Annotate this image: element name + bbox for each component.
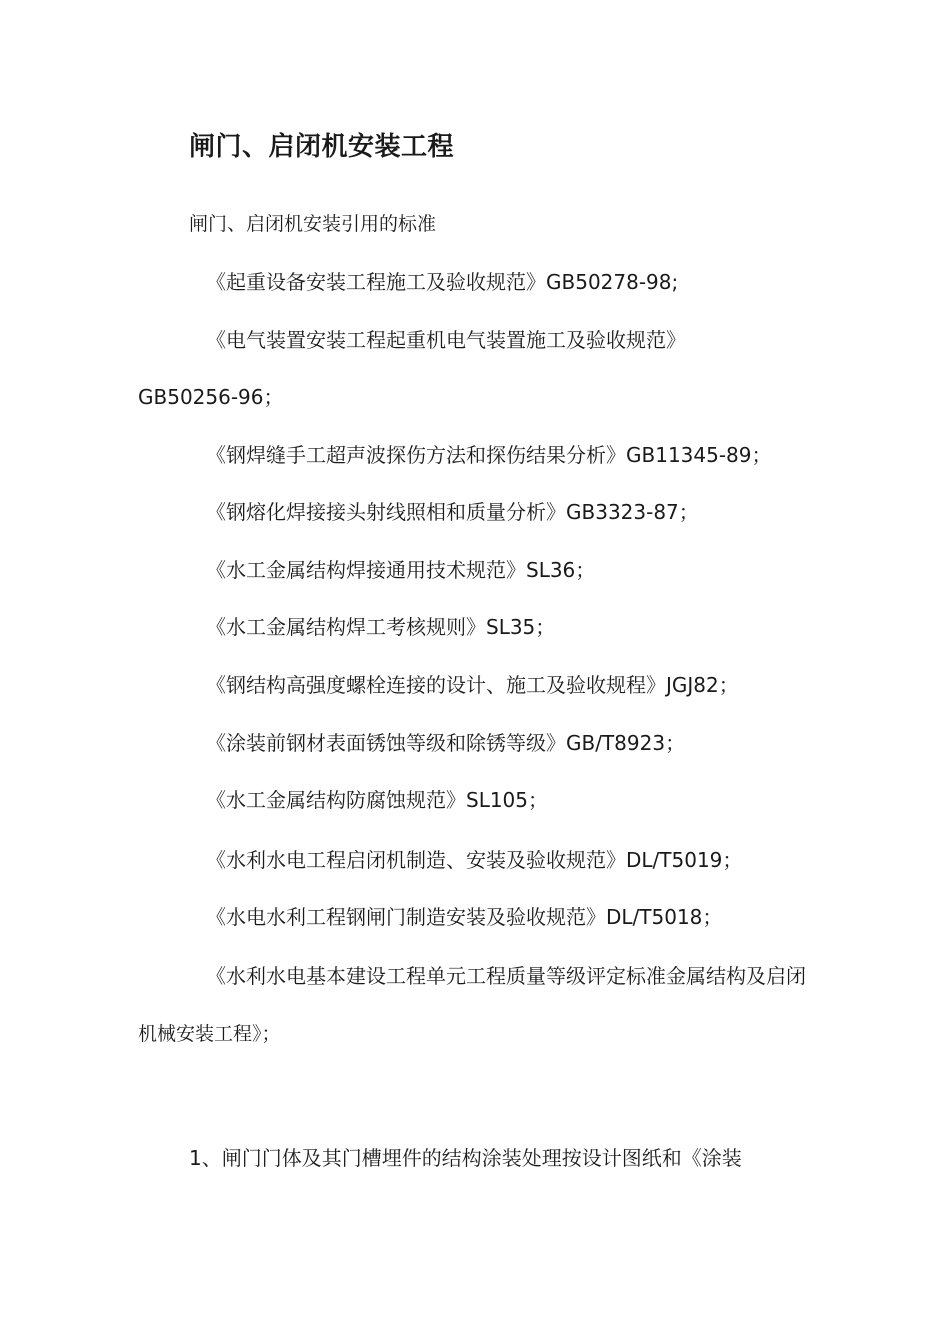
standard-item: 《起重设备安装工程施工及验收规范》GB50278-98; [206,270,679,294]
standard-item: 《水工金属结构焊接通用技术规范》SL36； [206,558,596,582]
standard-item-continuation: 机械安装工程》； [138,1023,281,1045]
standard-item: 《水利水电工程启闭机制造、安装及验收规范》DL/T5019； [206,848,743,872]
standard-item: 《钢熔化焊接接头射线照相和质量分析》GB3323-87； [206,500,699,524]
standard-item: 《水工金属结构防腐蚀规范》SL105； [206,788,549,812]
standard-item: 《涂装前钢材表面锈蚀等级和除锈等级》GB/T8923； [206,731,686,755]
document-title: 闸门、启闭机安装工程 [189,132,455,162]
standard-item: 《钢结构高强度螺栓连接的设计、施工及验收规程》JGJ82； [206,673,739,697]
standard-item: 《水利水电基本建设工程单元工程质量等级评定标准金属结构及启闭 [206,964,806,988]
section-heading: 闸门、启闭机安装引用的标准 [189,213,437,235]
standard-item: 《钢焊缝手工超声波探伤方法和探伤结果分析》GB11345-89； [206,443,772,467]
numbered-paragraph: 1、闸门门体及其门槽埋件的结构涂装处理按设计图纸和《涂装 [189,1146,742,1170]
standard-item: 《水电水利工程钢闸门制造安装及验收规范》DL/T5018； [206,905,723,929]
standard-item: 《电气装置安装工程起重机电气装置施工及验收规范》 [206,328,686,352]
standard-item: 《水工金属结构焊工考核规则》SL35； [206,615,556,639]
standard-item-continuation: GB50256-96； [138,385,284,409]
